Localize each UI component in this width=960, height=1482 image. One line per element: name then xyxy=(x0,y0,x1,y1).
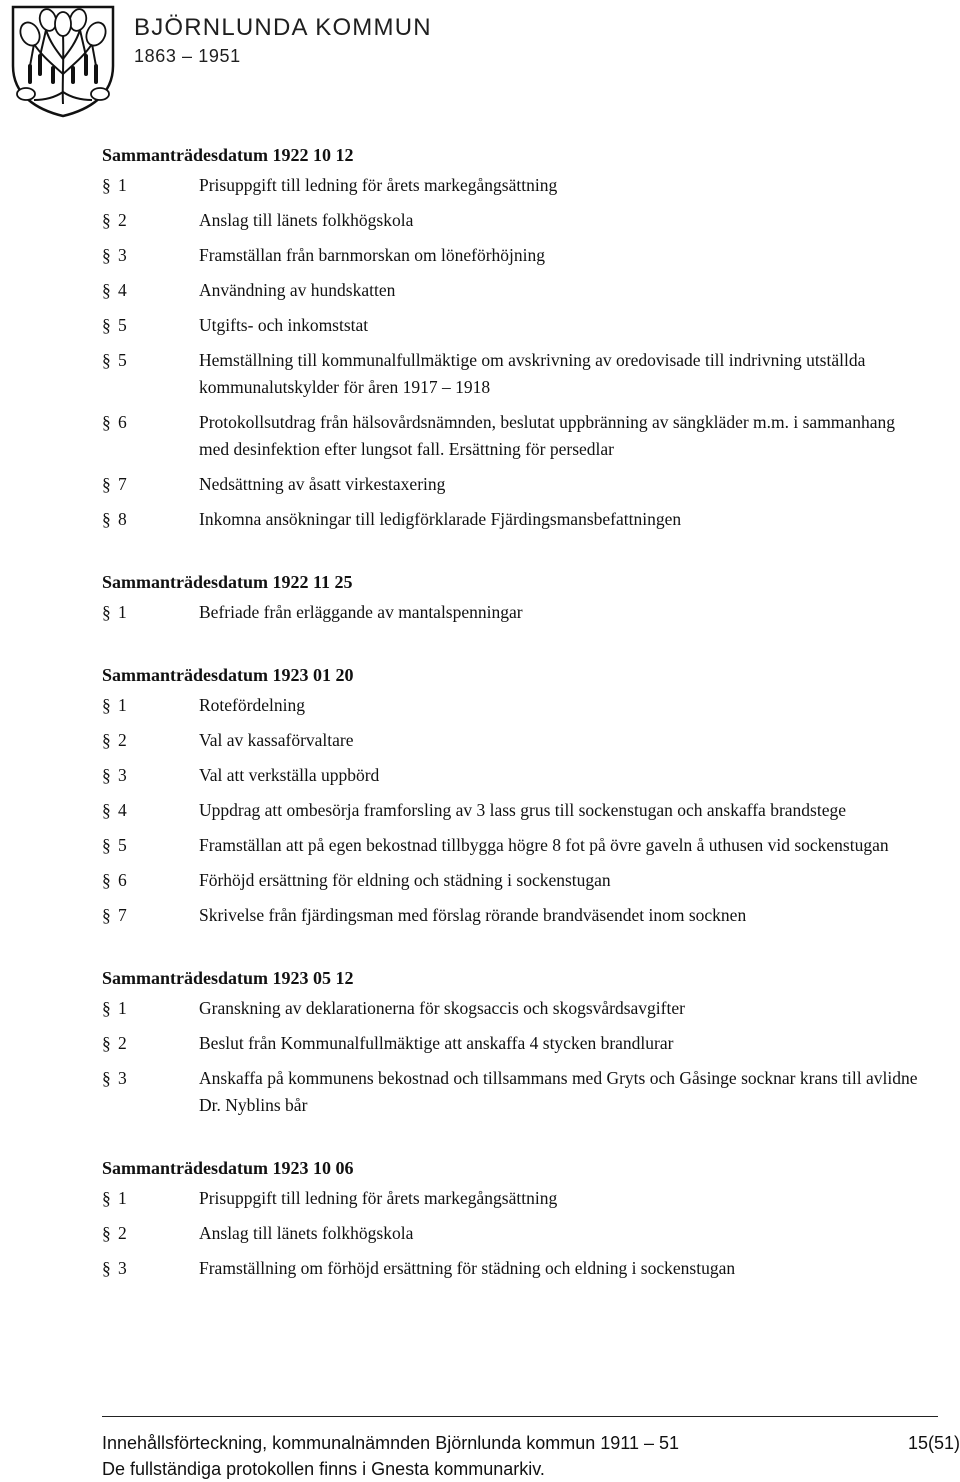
item-number xyxy=(102,1255,199,1282)
item-text: Granskning av deklarationerna för skogsaccis och skogsvårdsavgifter xyxy=(199,998,685,1018)
agenda-item xyxy=(102,1065,922,1119)
section-mark: § xyxy=(102,870,111,890)
section-mark: § xyxy=(102,350,111,370)
item-text: Framställan att på egen bekostnad tillbygga högre 8 fot på övre gaveln å uthusen vid sockenstugan xyxy=(199,835,889,855)
section-mark: § xyxy=(102,730,111,750)
agenda-item xyxy=(102,506,922,533)
item-text: Nedsättning av åsatt virkestaxering xyxy=(199,474,446,494)
section-mark: § xyxy=(102,765,111,785)
item-text: Framställning om förhöjd ersättning för städning och eldning i sockenstugan xyxy=(199,1258,736,1278)
item-number xyxy=(102,506,199,533)
meeting-date-heading: Sammanträdesdatum 1923 01 20 xyxy=(102,665,354,685)
section-mark: § xyxy=(102,695,111,715)
item-number-value: 7 xyxy=(118,474,127,494)
agenda-item xyxy=(102,471,922,498)
section-mark: § xyxy=(102,1258,111,1278)
section-mark: § xyxy=(102,245,111,265)
agenda-item xyxy=(102,692,922,719)
section-mark: § xyxy=(102,1188,111,1208)
section-mark: § xyxy=(102,602,111,622)
coat-of-arms-icon xyxy=(10,4,116,118)
agenda-item xyxy=(102,409,922,463)
agenda-item xyxy=(102,902,922,929)
section-mark: § xyxy=(102,1068,111,1088)
agenda-item xyxy=(102,242,922,269)
meeting-section xyxy=(102,961,922,1119)
meeting-section xyxy=(102,138,922,533)
section-mark: § xyxy=(102,175,111,195)
item-text: Framställan från barnmorskan om löneförhöjning xyxy=(199,245,546,265)
section-mark: § xyxy=(102,835,111,855)
item-number xyxy=(102,172,199,199)
meeting-section xyxy=(102,658,922,929)
footer-line-1: Innehållsförteckning, kommunalnämnden Björnlunda kommun 1911 – 51 xyxy=(102,1433,680,1453)
municipality-years: 1863 – 1951 xyxy=(134,46,241,66)
item-number xyxy=(102,762,199,789)
item-text: Hemställning till kommunalfullmäktige om avskrivning av oredovisade till indrivning utställda kommunalutskylder för åren 1917 – 1918 xyxy=(199,350,866,397)
item-number-value: 2 xyxy=(118,1223,127,1243)
agenda-item xyxy=(102,1185,922,1212)
agenda-item xyxy=(102,1220,922,1247)
item-number-value: 3 xyxy=(118,245,127,265)
page-number: 15(51) xyxy=(907,1433,960,1453)
agenda-item xyxy=(102,1030,922,1057)
item-number xyxy=(102,867,199,894)
item-number-value: 2 xyxy=(118,1033,127,1053)
item-number xyxy=(102,242,199,269)
item-number xyxy=(102,1185,199,1212)
meeting-date-heading: Sammanträdesdatum 1922 10 12 xyxy=(102,145,354,165)
agenda-item xyxy=(102,727,922,754)
item-text: Val att verkställa uppbörd xyxy=(199,765,380,785)
item-number-value: 5 xyxy=(118,315,127,335)
item-number xyxy=(102,797,199,824)
item-text: Protokollsutdrag från hälsovårdsnämnden, beslutat uppbränning av sängkläder m.m. i sammanhang med desinfektion efter lungsot fall. Ersättning för persedlar xyxy=(199,412,895,459)
page-header xyxy=(0,0,960,120)
item-number xyxy=(102,995,199,1022)
item-number-value: 1 xyxy=(118,602,127,622)
meeting-date-heading: Sammanträdesdatum 1923 10 06 xyxy=(102,1158,354,1178)
item-number-value: 8 xyxy=(118,509,127,529)
item-number-value: 2 xyxy=(118,730,127,750)
item-text: Förhöjd ersättning för eldning och städning i sockenstugan xyxy=(199,870,611,890)
section-mark: § xyxy=(102,412,111,432)
meeting-section xyxy=(102,565,922,626)
municipality-title: BJÖRNLUNDA KOMMUN xyxy=(134,14,432,41)
item-number xyxy=(102,1030,199,1057)
item-number-value: 1 xyxy=(118,1188,127,1208)
section-mark: § xyxy=(102,315,111,335)
section-mark: § xyxy=(102,509,111,529)
agenda-item xyxy=(102,599,922,626)
item-number-value: 1 xyxy=(118,998,127,1018)
agenda-item xyxy=(102,207,922,234)
item-text: Användning av hundskatten xyxy=(199,280,396,300)
item-text: Befriade från erläggande av mantalspenningar xyxy=(199,602,523,622)
item-text: Anskaffa på kommunens bekostnad och tillsammans med Gryts och Gåsinge socknar krans till avlidne Dr. Nyblins bår xyxy=(199,1068,918,1115)
item-number-value: 1 xyxy=(118,695,127,715)
item-number xyxy=(102,312,199,339)
item-number xyxy=(102,347,199,401)
item-text: Skrivelse från fjärdingsman med förslag rörande brandväsendet inom socknen xyxy=(199,905,747,925)
item-number xyxy=(102,692,199,719)
footer-divider xyxy=(102,1416,938,1417)
meeting-date-heading: Sammanträdesdatum 1923 05 12 xyxy=(102,968,354,988)
item-text: Anslag till länets folkhögskola xyxy=(199,210,414,230)
page-footer xyxy=(102,1430,960,1482)
agenda-item xyxy=(102,277,922,304)
footer-line-2: De fullständiga protokollen finns i Gnesta kommunarkiv. xyxy=(102,1459,545,1479)
section-mark: § xyxy=(102,800,111,820)
agenda-item xyxy=(102,797,922,824)
item-number xyxy=(102,1220,199,1247)
section-mark: § xyxy=(102,474,111,494)
agenda-item xyxy=(102,867,922,894)
item-text: Anslag till länets folkhögskola xyxy=(199,1223,414,1243)
item-text: Utgifts- och inkomststat xyxy=(199,315,369,335)
meeting-section xyxy=(102,1151,922,1282)
meeting-date-heading: Sammanträdesdatum 1922 11 25 xyxy=(102,572,353,592)
section-mark: § xyxy=(102,1033,111,1053)
item-text: Val av kassaförvaltare xyxy=(199,730,354,750)
item-number-value: 1 xyxy=(118,175,127,195)
item-number-value: 4 xyxy=(118,800,127,820)
item-text: Rotefördelning xyxy=(199,695,305,715)
agenda-item xyxy=(102,762,922,789)
item-number xyxy=(102,599,199,626)
item-text: Uppdrag att ombesörja framforsling av 3 lass grus till sockenstugan och anskaffa brandstege xyxy=(199,800,847,820)
section-mark: § xyxy=(102,998,111,1018)
item-number-value: 5 xyxy=(118,835,127,855)
agenda-item xyxy=(102,172,922,199)
agenda-item xyxy=(102,995,922,1022)
item-number-value: 2 xyxy=(118,210,127,230)
agenda-item xyxy=(102,1255,922,1282)
item-text: Inkomna ansökningar till ledigförklarade Fjärdingsmansbefattningen xyxy=(199,509,682,529)
item-number-value: 6 xyxy=(118,412,127,432)
item-number-value: 4 xyxy=(118,280,127,300)
item-number xyxy=(102,207,199,234)
document-body xyxy=(102,138,922,1314)
item-number-value: 3 xyxy=(118,1258,127,1278)
item-number xyxy=(102,277,199,304)
agenda-item xyxy=(102,312,922,339)
section-mark: § xyxy=(102,1223,111,1243)
item-text: Prisuppgift till ledning för årets markegångsättning xyxy=(199,175,558,195)
item-number xyxy=(102,471,199,498)
item-text: Prisuppgift till ledning för årets markegångsättning xyxy=(199,1188,558,1208)
item-number-value: 3 xyxy=(118,1068,127,1088)
item-number-value: 5 xyxy=(118,350,127,370)
item-number xyxy=(102,1065,199,1119)
item-number-value: 3 xyxy=(118,765,127,785)
section-mark: § xyxy=(102,210,111,230)
section-mark: § xyxy=(102,905,111,925)
item-text: Beslut från Kommunalfullmäktige att anskaffa 4 stycken brandlurar xyxy=(199,1033,674,1053)
item-number xyxy=(102,727,199,754)
agenda-item xyxy=(102,347,922,401)
section-mark: § xyxy=(102,280,111,300)
item-number-value: 7 xyxy=(118,905,127,925)
item-number xyxy=(102,832,199,859)
item-number xyxy=(102,902,199,929)
agenda-item xyxy=(102,832,922,859)
item-number xyxy=(102,409,199,463)
item-number-value: 6 xyxy=(118,870,127,890)
